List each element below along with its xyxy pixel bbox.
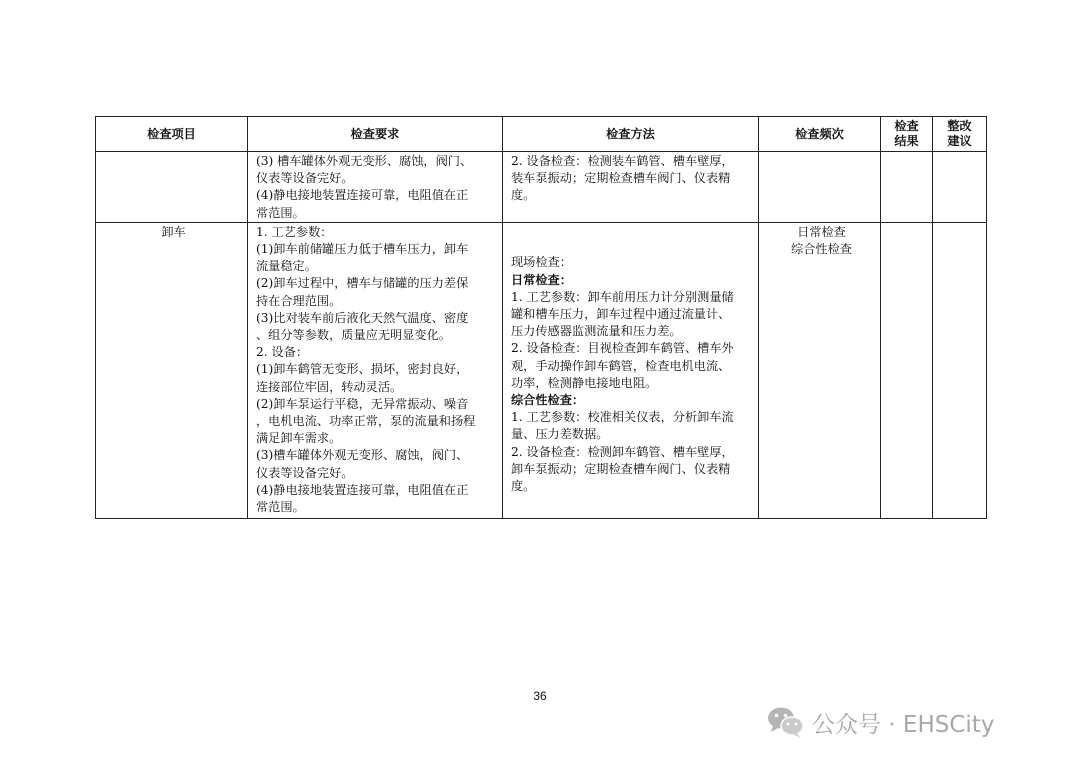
row2-method-intro: 现场检查： (511, 255, 572, 270)
header-suggestion (933, 117, 987, 152)
row2-item-cell: 卸车 (96, 222, 248, 518)
row2-requirement-line: ，电机电流、功率正常，泵的流量和扬程 (256, 414, 476, 429)
header-requirement: 检查要求 (248, 117, 503, 152)
row2-requirement-line: 2. 设备： (256, 345, 309, 360)
row2-comprehensive-line: 度。 (511, 479, 536, 494)
row2-comprehensive-line: 1. 工艺参数：校准相关仪表，分析卸车流 (511, 410, 734, 425)
row2-daily-line: 2. 设备检查：目视检查卸车鹤管、槽车外 (511, 341, 734, 356)
row2-comprehensive-line: 2. 设备检查：检测卸车鹤管、槽车壁厚， (511, 444, 734, 459)
row2-requirement-line: 、组分等参数，质量应无明显变化。 (256, 328, 451, 343)
row1-requirement-cell (248, 152, 503, 223)
row2-frequency-cell (759, 222, 881, 518)
row2-requirement-line: 仪表等设备完好。 (256, 465, 354, 480)
row2-daily-line: 1. 工艺参数：卸车前用压力计分别测量储 (511, 289, 734, 304)
row1-method-line: 2. 设备检查：检测装车鹤管、槽车壁厚， (511, 154, 734, 168)
row2-daily-heading: 日常检查： (511, 272, 572, 287)
row2-requirement-line: (1)卸车鹤管无变形、损坏，密封良好， (256, 362, 469, 377)
header-suggestion-line2: 建议 (947, 134, 972, 148)
header-result-line1: 检查 (894, 119, 919, 133)
row2-requirement-line: 持在合理范围。 (256, 293, 342, 308)
header-item: 检查项目 (96, 117, 248, 152)
row2-requirement-line: (1)卸车前储罐压力低于槽车压力，卸车 (256, 242, 469, 257)
row2-requirement-line: 流量稳定。 (256, 259, 317, 274)
row2-comprehensive-heading: 综合性检查： (511, 393, 585, 408)
row2-requirement-line: 常范围。 (256, 500, 305, 515)
row2-requirement-line: (2)卸车过程中，槽车与储罐的压力差保 (256, 276, 469, 291)
header-suggestion-line1: 整改 (947, 119, 972, 133)
row2-comprehensive-line: 卸车泵振动；定期检查槽车阀门、仪表精 (511, 461, 731, 476)
page-number: 36 (533, 689, 547, 703)
row1-item-cell (96, 152, 248, 223)
header-method: 检查方法 (503, 117, 759, 152)
row2-requirement-line: (3)槽车罐体外观无变形、腐蚀，阀门、 (256, 448, 469, 463)
row1-method-cell (503, 152, 759, 223)
row1-method-line: 度。 (511, 188, 536, 203)
row2-method-cell (503, 222, 759, 518)
row2-daily-line: 观，手动操作卸车鹤管，检查电机电流、 (511, 358, 731, 373)
row1-suggestion-cell (933, 152, 987, 223)
row2-daily-line: 压力传感器监测流量和压力差。 (511, 324, 682, 339)
table-row-unloading (96, 222, 987, 518)
row2-requirement-line: 连接部位牢固，转动灵活。 (256, 379, 403, 394)
row2-result-cell (881, 222, 933, 518)
row1-result-cell (881, 152, 933, 223)
header-result-line2: 结果 (894, 134, 919, 148)
row2-requirement-line: (2)卸车泵运行平稳，无异常振动、噪音 (256, 396, 469, 411)
row2-suggestion-cell (933, 222, 987, 518)
row1-frequency-cell (759, 152, 881, 223)
table-row-continued (96, 152, 987, 223)
row2-requirement-line: (3)比对装车前后液化天然气温度、密度 (256, 310, 469, 325)
row1-requirement-line: 常范围。 (256, 205, 305, 220)
watermark (766, 702, 994, 742)
row2-comprehensive-line: 量、压力差数据。 (511, 427, 609, 442)
row2-frequency-line1: 日常检查 (797, 224, 846, 239)
header-result (881, 117, 933, 152)
row2-requirement-line: 满足卸车需求。 (256, 431, 342, 446)
row2-requirement-line: (4)静电接地装置连接可靠，电阻值在正 (256, 482, 469, 497)
row2-requirement-line: 1. 工艺参数： (256, 224, 333, 239)
wechat-icon (766, 705, 806, 739)
row1-method-line: 装车泵振动；定期检查槽车阀门、仪表精 (511, 171, 731, 186)
row1-requirement-line: 仪表等设备完好。 (256, 171, 354, 186)
row2-daily-line: 功率，检测静电接地电阻。 (511, 375, 658, 390)
row2-requirement-cell (248, 222, 503, 518)
inspection-table (95, 116, 987, 519)
row1-requirement-line: (3) 槽车罐体外观无变形、腐蚀，阀门、 (256, 154, 473, 168)
watermark-text: 公众号 · EHSCity (812, 711, 995, 738)
header-frequency: 检查频次 (759, 117, 881, 152)
header-row (96, 117, 987, 152)
row2-frequency-line2: 综合性检查 (791, 242, 852, 257)
row1-requirement-line: (4)静电接地装置连接可靠，电阻值在正 (256, 188, 469, 203)
row2-daily-line: 罐和槽车压力，卸车过程中通过流量计、 (511, 307, 731, 321)
